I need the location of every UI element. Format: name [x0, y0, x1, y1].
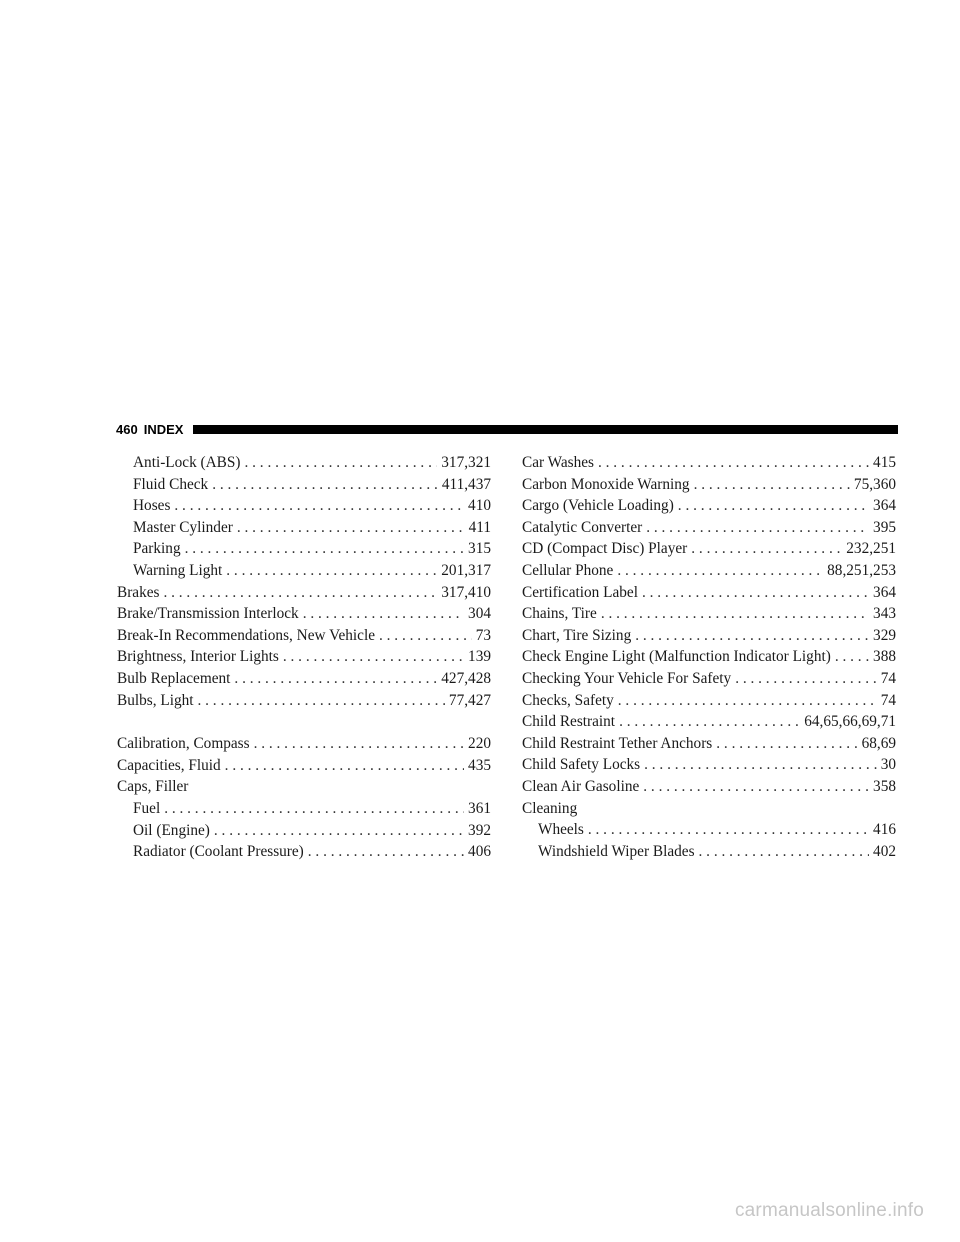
index-entry [522, 711, 896, 733]
index-term: Chart, Tire Sizing [522, 626, 632, 644]
index-pages: 343 [873, 605, 896, 623]
index-term: Windshield Wiper Blades [538, 842, 695, 860]
dot-leader [619, 711, 800, 733]
index-term: Catalytic Converter [522, 518, 643, 536]
index-entry [117, 560, 491, 582]
dot-leader [234, 668, 437, 690]
index-entry [522, 754, 896, 776]
index-term: Brakes [117, 583, 160, 601]
dot-leader [735, 668, 877, 690]
index-term: Bulbs, Light [117, 691, 194, 709]
dot-leader [642, 582, 869, 604]
index-term: Bulb Replacement [117, 669, 231, 687]
index-entry [117, 776, 491, 798]
index-entry [522, 495, 896, 517]
index-entry [522, 819, 896, 841]
index-column-left [117, 452, 491, 863]
index-pages: 88,251,253 [827, 561, 896, 579]
index-term: Cellular Phone [522, 561, 614, 579]
index-entry [522, 798, 896, 820]
index-term: Checking Your Vehicle For Safety [522, 669, 732, 687]
index-term: Certification Label [522, 583, 638, 601]
index-entry [117, 733, 491, 755]
dot-leader [308, 841, 464, 863]
index-entry [117, 625, 491, 647]
index-pages: 201,317 [441, 561, 491, 579]
index-entry [522, 776, 896, 798]
index-pages: 388 [873, 648, 896, 666]
index-term: Cleaning [522, 799, 578, 817]
index-term: Child Safety Locks [522, 756, 641, 774]
dot-leader [588, 819, 869, 841]
dot-leader [225, 755, 464, 777]
index-entry [522, 603, 896, 625]
index-term: Fluid Check [133, 475, 209, 493]
index-entry [522, 841, 896, 863]
index-pages: 139 [468, 648, 491, 666]
header-rule [193, 425, 898, 434]
index-entry [117, 820, 491, 842]
index-pages: 402 [873, 842, 896, 860]
dot-leader [245, 452, 438, 474]
dot-leader [644, 754, 877, 776]
dot-leader [678, 495, 869, 517]
dot-leader [164, 798, 464, 820]
index-term: Child Restraint [522, 713, 616, 731]
section-title: INDEX [143, 421, 184, 437]
index-pages: 364 [873, 497, 896, 515]
index-column-right [522, 452, 896, 862]
dot-leader [691, 538, 842, 560]
dot-leader [283, 646, 464, 668]
dot-leader [226, 560, 437, 582]
index-entry [117, 798, 491, 820]
index-pages: 361 [468, 799, 491, 817]
index-entry [522, 560, 896, 582]
index-entry [117, 582, 491, 604]
index-pages: 220 [468, 735, 491, 753]
index-pages: 74 [880, 669, 896, 687]
index-pages: 73 [475, 626, 491, 644]
index-term: Clean Air Gasoline [522, 777, 640, 795]
index-term: Master Cylinder [133, 518, 233, 536]
index-entry [522, 690, 896, 712]
index-term: Capacities, Fluid [117, 756, 221, 774]
dot-leader [699, 841, 870, 863]
index-entry [117, 603, 491, 625]
dot-leader [254, 733, 464, 755]
index-pages: 395 [873, 518, 896, 536]
index-pages: 435 [468, 756, 491, 774]
index-entry [522, 452, 896, 474]
index-entry [522, 668, 896, 690]
index-entry [522, 517, 896, 539]
index-term: Brightness, Interior Lights [117, 648, 279, 666]
dot-leader [212, 474, 438, 496]
index-entry [117, 452, 491, 474]
index-pages: 358 [873, 777, 896, 795]
dot-leader [303, 603, 464, 625]
dot-leader [185, 538, 464, 560]
index-term: Hoses [133, 497, 171, 515]
dot-leader [163, 582, 437, 604]
index-term: Brake/Transmission Interlock [117, 605, 299, 623]
index-entry [117, 755, 491, 777]
dot-leader [694, 474, 850, 496]
index-pages: 411 [468, 518, 491, 536]
page-number: 460 [116, 421, 138, 437]
index-pages: 315 [468, 540, 491, 558]
index-entry [117, 495, 491, 517]
index-term: Chains, Tire [522, 605, 597, 623]
dot-leader [835, 646, 869, 668]
index-term: Calibration, Compass [117, 735, 250, 753]
index-term: Carbon Monoxide Warning [522, 475, 690, 493]
index-entry [117, 646, 491, 668]
dot-leader [237, 517, 465, 539]
index-term: CD (Compact Disc) Player [522, 540, 688, 558]
dot-leader [214, 820, 464, 842]
index-entry [522, 474, 896, 496]
index-term: Checks, Safety [522, 691, 614, 709]
index-term: Car Washes [522, 454, 594, 471]
dot-leader [174, 495, 464, 517]
index-pages: 68,69 [861, 734, 896, 752]
index-entry [117, 690, 491, 712]
index-term: Check Engine Light (Malfunction Indicator Light) [522, 648, 831, 666]
index-term: Cargo (Vehicle Loading) [522, 497, 674, 515]
dot-leader [379, 625, 472, 647]
index-pages: 74 [880, 691, 896, 709]
index-term: Break-In Recommendations, New Vehicle [117, 626, 375, 644]
index-pages: 416 [873, 821, 896, 839]
page-header [116, 418, 898, 440]
index-term: Radiator (Coolant Pressure) [133, 843, 304, 861]
index-term: Parking [133, 540, 181, 558]
index-entry [522, 733, 896, 755]
index-term: Warning Light [133, 561, 223, 579]
dot-leader [617, 560, 823, 582]
index-pages: 304 [468, 605, 491, 623]
index-term: Fuel [133, 799, 161, 817]
index-pages: 392 [468, 821, 491, 839]
index-pages: 30 [880, 756, 896, 774]
index-term: Child Restraint Tether Anchors [522, 734, 713, 752]
index-term: Oil (Engine) [133, 821, 210, 839]
index-pages: 317,410 [441, 583, 491, 601]
index-pages: 406 [468, 843, 491, 861]
index-pages: 410 [468, 497, 491, 515]
index-entry [117, 474, 491, 496]
dot-leader [643, 776, 869, 798]
index-entry [522, 646, 896, 668]
dot-leader [198, 690, 445, 712]
watermark: carmanualsonline.info [734, 1200, 924, 1221]
index-pages: 329 [873, 626, 896, 644]
index-entry [522, 582, 896, 604]
index-entry [522, 625, 896, 647]
dot-leader [716, 733, 857, 755]
dot-leader [601, 603, 869, 625]
index-term: Caps, Filler [117, 778, 189, 796]
index-term: Anti-Lock (ABS) [133, 454, 241, 471]
index-entry [117, 538, 491, 560]
index-entry [522, 538, 896, 560]
dot-leader [646, 517, 869, 539]
dot-leader [635, 625, 869, 647]
index-pages: 64,65,66,69,71 [804, 713, 896, 731]
index-pages: 75,360 [853, 475, 896, 493]
index-pages: 411,437 [441, 475, 491, 493]
index-entry [117, 841, 491, 863]
index-entry [117, 517, 491, 539]
index-term: Wheels [538, 821, 584, 839]
index-pages: 415 [873, 454, 896, 471]
index-pages: 364 [873, 583, 896, 601]
dot-leader [618, 690, 877, 712]
index-pages: 232,251 [846, 540, 896, 558]
index-pages: 427,428 [441, 669, 491, 687]
dot-leader [598, 452, 869, 474]
index-pages: 317,321 [441, 454, 491, 471]
index-pages: 77,427 [448, 691, 491, 709]
index-entry [117, 668, 491, 690]
